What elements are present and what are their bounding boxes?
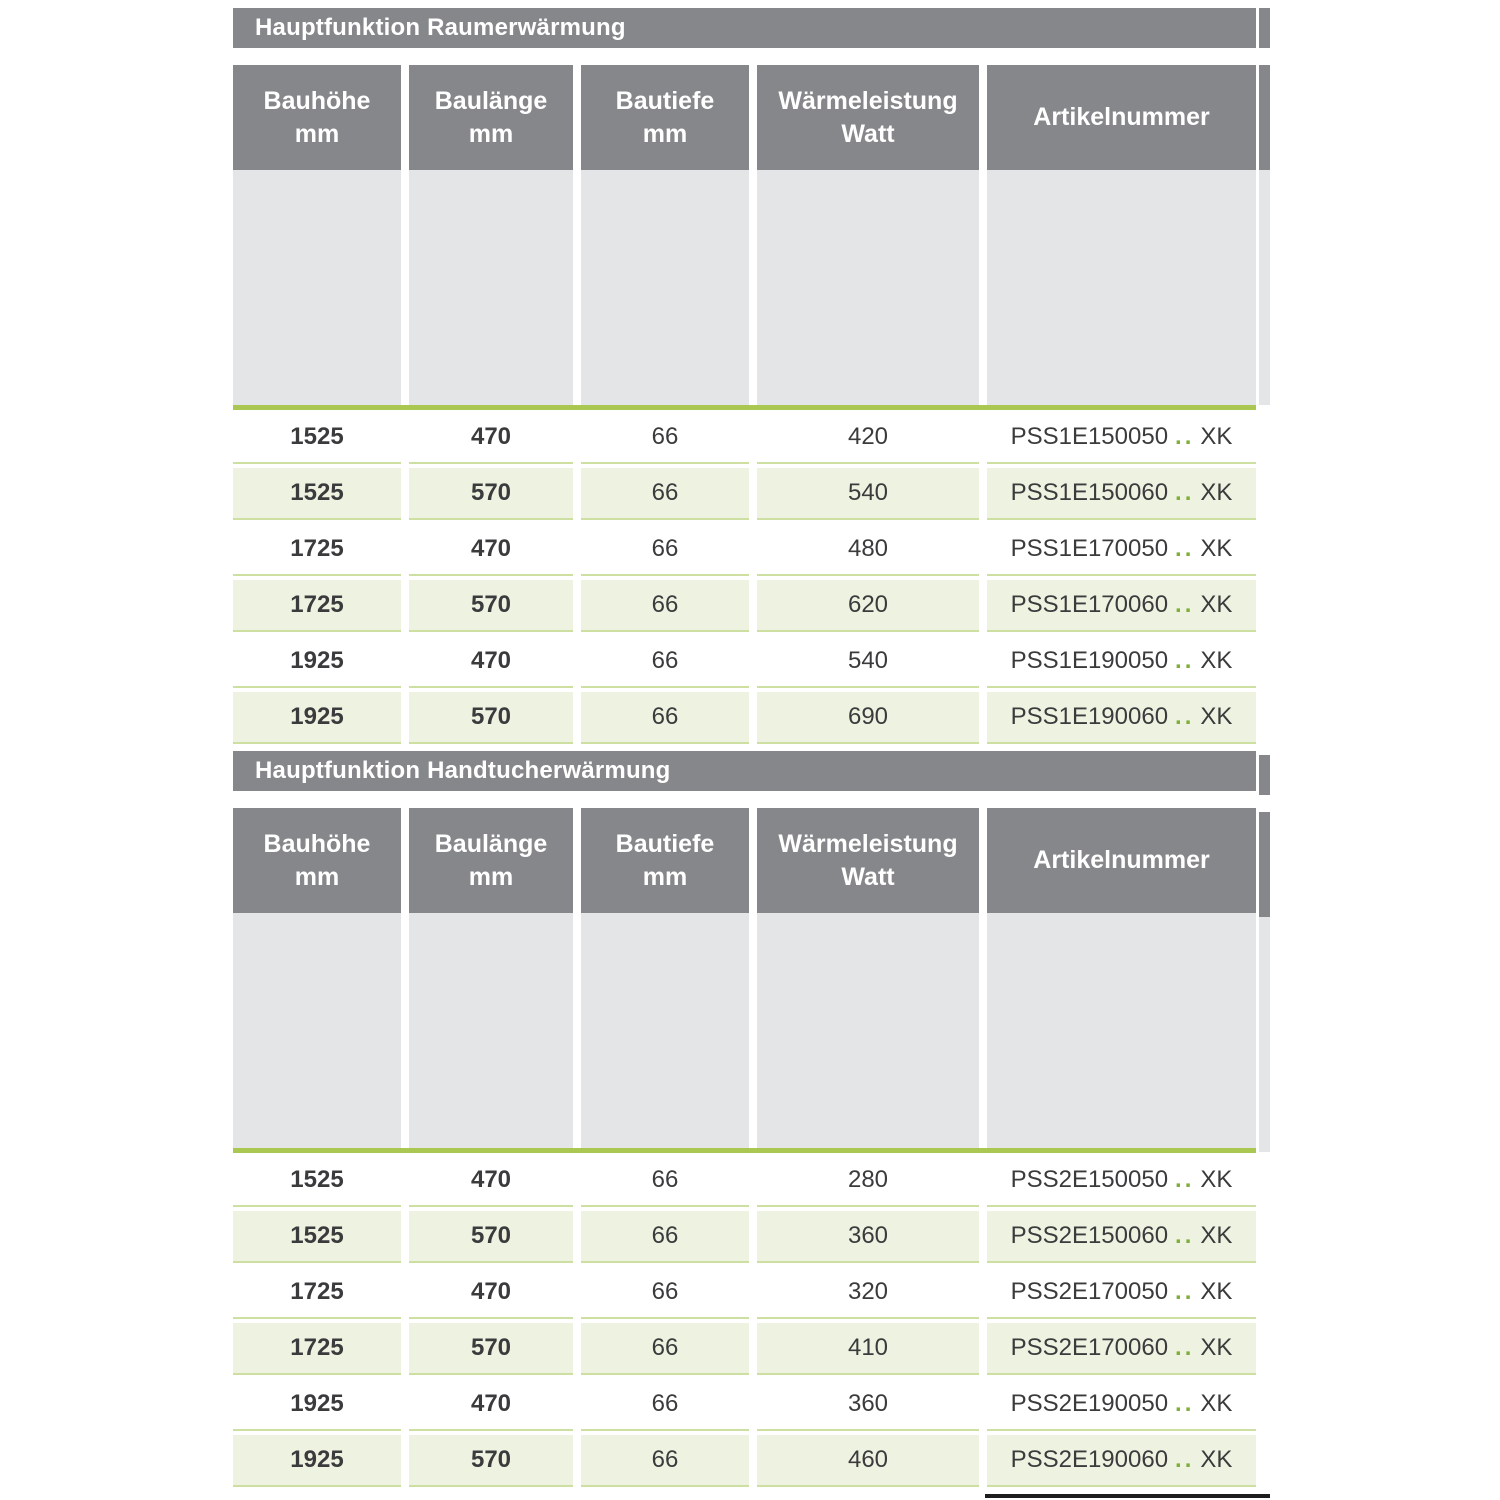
table-row — [233, 1267, 1256, 1319]
artikel-prefix: PSS2E150060 — [1010, 1222, 1169, 1249]
accent-divider — [233, 1148, 1256, 1153]
column-header: Wärmeleistung Watt — [757, 65, 979, 170]
artikel-suffix: XK — [1200, 1334, 1233, 1361]
cell-baulaenge: 570 — [409, 1323, 573, 1375]
artikel-prefix: PSS1E150060 — [1010, 479, 1169, 506]
cell-bautiefe: 66 — [581, 636, 749, 688]
artikel-suffix: XK — [1200, 1390, 1233, 1417]
cell-waermeleistung: 620 — [757, 580, 979, 632]
empty-body-cell — [409, 913, 573, 1148]
empty-body-area — [233, 913, 1256, 1148]
cell-artikelnummer — [987, 412, 1256, 464]
cell-waermeleistung: 410 — [757, 1323, 979, 1375]
spec-table — [233, 8, 1256, 1491]
artikel-suffix: XK — [1200, 703, 1233, 730]
cell-bautiefe: 66 — [581, 468, 749, 520]
empty-body-cell — [581, 170, 749, 405]
cell-bauhoehe: 1725 — [233, 1267, 401, 1319]
artikel-prefix: PSS2E150050 — [1010, 1166, 1169, 1193]
cell-baulaenge: 570 — [409, 1211, 573, 1263]
artikel-prefix: PSS2E170050 — [1010, 1278, 1169, 1305]
table-row — [233, 1211, 1256, 1263]
table-row — [233, 692, 1256, 744]
artikel-variant-dots: .. — [1175, 1390, 1195, 1417]
cell-bautiefe: 66 — [581, 692, 749, 744]
empty-body-cell — [233, 913, 401, 1148]
artikel-suffix: XK — [1200, 535, 1233, 562]
column-header: Baulänge mm — [409, 65, 573, 170]
empty-body-cell — [987, 913, 1256, 1148]
cell-artikelnummer — [987, 636, 1256, 688]
cell-bautiefe: 66 — [581, 1211, 749, 1263]
cell-bauhoehe: 1725 — [233, 1323, 401, 1375]
cell-artikelnummer — [987, 580, 1256, 632]
cell-waermeleistung: 540 — [757, 468, 979, 520]
cell-artikelnummer — [987, 1435, 1256, 1487]
artikel-prefix: PSS1E170050 — [1010, 535, 1169, 562]
empty-body-cell — [409, 170, 573, 405]
cell-bauhoehe: 1525 — [233, 1155, 401, 1207]
table-row — [233, 468, 1256, 520]
cell-waermeleistung: 320 — [757, 1267, 979, 1319]
column-header: Artikelnummer — [987, 808, 1256, 913]
cell-waermeleistung: 280 — [757, 1155, 979, 1207]
cell-baulaenge: 470 — [409, 636, 573, 688]
artikel-suffix: XK — [1200, 647, 1233, 674]
table-row — [233, 1435, 1256, 1487]
column-header-row — [233, 65, 1256, 170]
artikel-prefix: PSS1E190050 — [1010, 647, 1169, 674]
empty-body-area — [233, 170, 1256, 405]
cell-bauhoehe: 1525 — [233, 412, 401, 464]
cell-bautiefe: 66 — [581, 1435, 749, 1487]
cell-bauhoehe: 1925 — [233, 1379, 401, 1431]
artikel-suffix: XK — [1200, 1166, 1233, 1193]
cell-baulaenge: 470 — [409, 1267, 573, 1319]
artikel-prefix: PSS1E170060 — [1010, 591, 1169, 618]
cell-artikelnummer — [987, 1211, 1256, 1263]
table-row — [233, 1379, 1256, 1431]
cell-bautiefe: 66 — [581, 412, 749, 464]
cell-bauhoehe: 1725 — [233, 580, 401, 632]
cell-waermeleistung: 480 — [757, 524, 979, 576]
empty-body-cell — [757, 170, 979, 405]
table-row — [233, 1323, 1256, 1375]
column-header: Baulänge mm — [409, 808, 573, 913]
adjacent-strip-header-2 — [1259, 812, 1270, 917]
cell-bautiefe: 66 — [581, 1155, 749, 1207]
artikel-variant-dots: .. — [1175, 479, 1195, 506]
column-header-row — [233, 808, 1256, 913]
table-row — [233, 1155, 1256, 1207]
table-row — [233, 412, 1256, 464]
cell-baulaenge: 570 — [409, 580, 573, 632]
column-header: Bautiefe mm — [581, 65, 749, 170]
column-header: Bautiefe mm — [581, 808, 749, 913]
adjacent-strip-title-2 — [1259, 755, 1270, 795]
artikel-variant-dots: .. — [1175, 647, 1195, 674]
table-row — [233, 636, 1256, 688]
empty-body-cell — [987, 170, 1256, 405]
artikel-variant-dots: .. — [1175, 423, 1195, 450]
empty-body-cell — [757, 913, 979, 1148]
artikel-suffix: XK — [1200, 1446, 1233, 1473]
cell-artikelnummer — [987, 1155, 1256, 1207]
artikel-variant-dots: .. — [1175, 591, 1195, 618]
artikel-prefix: PSS1E190060 — [1010, 703, 1169, 730]
data-rows — [233, 1155, 1256, 1487]
artikel-variant-dots: .. — [1175, 1166, 1195, 1193]
artikel-variant-dots: .. — [1175, 703, 1195, 730]
accent-divider — [233, 405, 1256, 410]
artikel-variant-dots: .. — [1175, 1334, 1195, 1361]
artikel-suffix: XK — [1200, 1278, 1233, 1305]
artikel-prefix: PSS1E150050 — [1010, 423, 1169, 450]
cell-bauhoehe: 1525 — [233, 1211, 401, 1263]
cell-bautiefe: 66 — [581, 1323, 749, 1375]
cell-bauhoehe: 1925 — [233, 1435, 401, 1487]
cell-artikelnummer — [987, 1323, 1256, 1375]
cell-baulaenge: 570 — [409, 1435, 573, 1487]
empty-body-cell — [233, 170, 401, 405]
artikel-prefix: PSS2E190060 — [1010, 1446, 1169, 1473]
adjacent-strip-title-1 — [1259, 8, 1270, 48]
cell-waermeleistung: 690 — [757, 692, 979, 744]
cell-bauhoehe: 1925 — [233, 692, 401, 744]
cell-waermeleistung: 360 — [757, 1211, 979, 1263]
cell-artikelnummer — [987, 524, 1256, 576]
artikel-variant-dots: .. — [1175, 1222, 1195, 1249]
cell-bauhoehe: 1525 — [233, 468, 401, 520]
section-title: Hauptfunktion Raumerwärmung — [233, 8, 1256, 48]
cell-artikelnummer — [987, 1379, 1256, 1431]
cell-waermeleistung: 420 — [757, 412, 979, 464]
column-header: Wärmeleistung Watt — [757, 808, 979, 913]
cell-waermeleistung: 460 — [757, 1435, 979, 1487]
section-title: Hauptfunktion Handtucherwärmung — [233, 751, 1256, 791]
cell-bautiefe: 66 — [581, 580, 749, 632]
cell-bauhoehe: 1725 — [233, 524, 401, 576]
cell-artikelnummer — [987, 692, 1256, 744]
artikel-variant-dots: .. — [1175, 1446, 1195, 1473]
cell-baulaenge: 470 — [409, 412, 573, 464]
artikel-prefix: PSS2E170060 — [1010, 1334, 1169, 1361]
empty-body-cell — [581, 913, 749, 1148]
column-header: Bauhöhe mm — [233, 808, 401, 913]
adjacent-strip-body-2 — [1259, 917, 1270, 1152]
table-row — [233, 580, 1256, 632]
cell-baulaenge: 570 — [409, 468, 573, 520]
adjacent-strip-header-1 — [1259, 65, 1270, 170]
section-raumerwaermung — [233, 8, 1256, 744]
cell-bauhoehe: 1925 — [233, 636, 401, 688]
artikel-prefix: PSS2E190050 — [1010, 1390, 1169, 1417]
cell-waermeleistung: 540 — [757, 636, 979, 688]
cell-waermeleistung: 360 — [757, 1379, 979, 1431]
section-handtucherwaermung — [233, 751, 1256, 1487]
artikel-suffix: XK — [1200, 479, 1233, 506]
cell-bautiefe: 66 — [581, 524, 749, 576]
cell-baulaenge: 470 — [409, 524, 573, 576]
artikel-variant-dots: .. — [1175, 535, 1195, 562]
data-rows — [233, 412, 1256, 744]
cell-bautiefe: 66 — [581, 1267, 749, 1319]
artikel-suffix: XK — [1200, 423, 1233, 450]
cell-artikelnummer — [987, 468, 1256, 520]
column-header: Artikelnummer — [987, 65, 1256, 170]
cell-baulaenge: 470 — [409, 1155, 573, 1207]
artikel-suffix: XK — [1200, 591, 1233, 618]
cell-artikelnummer — [987, 1267, 1256, 1319]
artikel-suffix: XK — [1200, 1222, 1233, 1249]
column-header: Bauhöhe mm — [233, 65, 401, 170]
page-bottom-edge-line — [985, 1494, 1270, 1498]
artikel-variant-dots: .. — [1175, 1278, 1195, 1305]
table-row — [233, 524, 1256, 576]
cell-baulaenge: 570 — [409, 692, 573, 744]
adjacent-strip-body-1 — [1259, 170, 1270, 405]
cell-baulaenge: 470 — [409, 1379, 573, 1431]
cell-bautiefe: 66 — [581, 1379, 749, 1431]
